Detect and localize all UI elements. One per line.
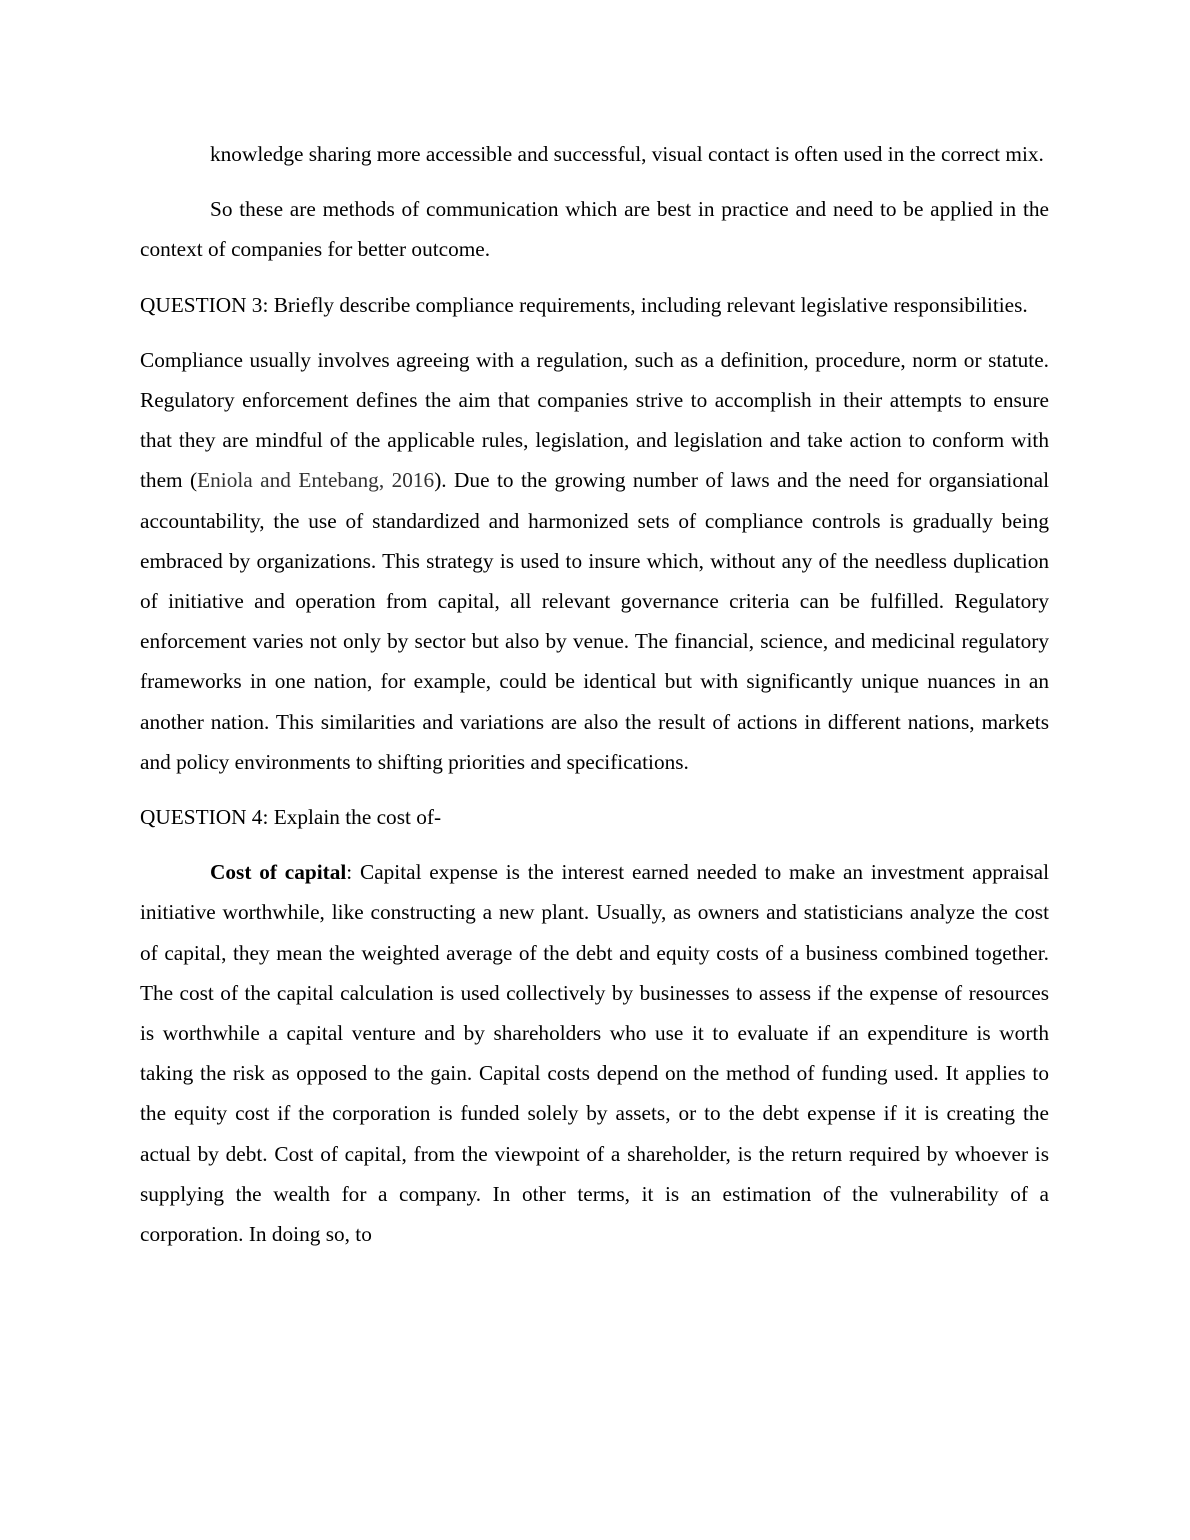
compliance-text-part-2: ). Due to the growing number of laws and the need for organsiational accountability, the use of standardized and harmonized sets of compliance controls is gradually being embraced by organizations. This strategy is used to insure which, without any of the needless duplication of initiative and operation from capital, all relevant governance criteria can be fulfilled. Regulatory enforcement varies not only by sector but also by venue. The financial, science, and medicinal regulatory frameworks in one nation, for example, could be identical but with significantly unique nuances in an another nation. This similarities and variations are also the result of actions in different nations, markets and policy environments to shifting priorities and specifications. — [140, 468, 1049, 774]
document-page — [140, 134, 1049, 1254]
cost-of-capital-text: : Capital expense is the interest earned needed to make an investment appraisal initiative worthwhile, like constructing a new plant. Usually, as owners and statisticians analyze the cost of capital, they mean the weighted average of the debt and equity costs of a business combined together. The cost of the capital calculation is used collectively by businesses to assess if the expense of resources is worthwhile a capital venture and by shareholders who use it to evaluate if an expenditure is worth taking the risk as opposed to the gain. Capital costs depend on the method of funding used. It applies to the equity cost if the corporation is funded solely by assets, or to the debt expense if it is creating the actual by debt. Cost of capital, from the viewpoint of a shareholder, is the return required by whoever is supplying the wealth for a company. In other terms, it is an estimation of the vulnerability of a corporation. In doing so, to — [140, 860, 1049, 1247]
compliance-text-part-1: Compliance usually involves agreeing with a regulation, such as a definition, procedure, norm or statute. Regulatory enforcement defines the aim that companies strive to accomplish in their attempts to ensure that they are mindful of the applicable rules, legislation, and legislation and take action to conform with them ( — [140, 347, 1049, 493]
citation: Eniola and Entebang, 2016 — [197, 468, 435, 493]
cost-of-capital-paragraph — [140, 852, 1049, 1254]
continuation-paragraph: knowledge sharing more accessible and successful, visual contact is often used in the correct mix. — [210, 142, 1044, 166]
summary-paragraph: So these are methods of communication which are best in practice and need to be applied in the context of companies for better outcome. — [140, 197, 1049, 262]
compliance-paragraph — [140, 340, 1049, 782]
question-3-heading: QUESTION 3: Briefly describe compliance requirements, including relevant legislative responsibilities. — [140, 292, 1028, 317]
cost-of-capital-term: Cost of capital — [210, 860, 347, 885]
question-4-heading: QUESTION 4: Explain the cost of- — [140, 805, 442, 830]
